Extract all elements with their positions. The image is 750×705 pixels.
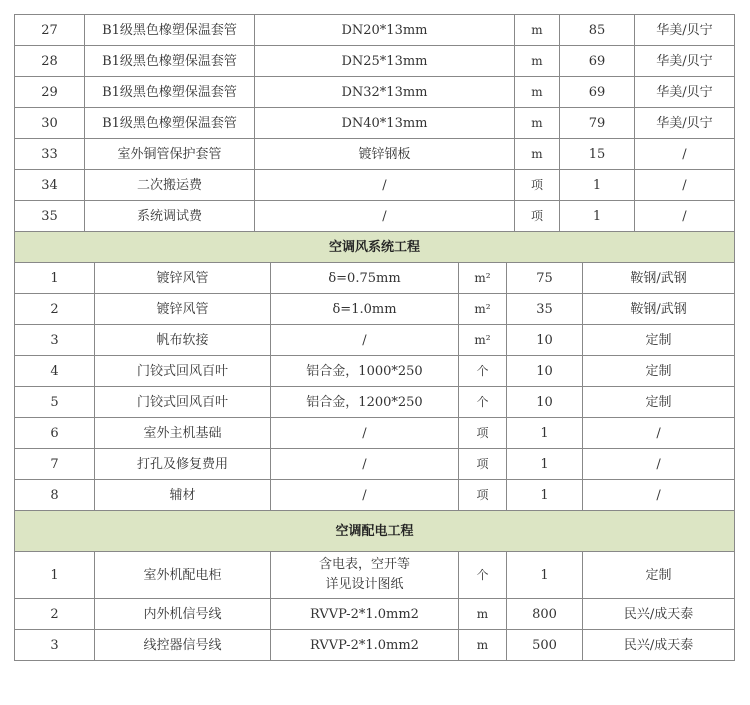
cell-no: 8 (15, 480, 95, 511)
cell-brand: / (583, 480, 735, 511)
cell-qty: 1 (507, 552, 583, 599)
cell-spec: RVVP-2*1.0mm2 (271, 630, 459, 661)
section-title-air: 空调风系统工程 (15, 232, 735, 263)
cell-no: 3 (15, 325, 95, 356)
cell-spec: RVVP-2*1.0mm2 (271, 599, 459, 630)
cell-no: 2 (15, 294, 95, 325)
table-row (15, 325, 735, 356)
cell-qty: 10 (507, 356, 583, 387)
cell-unit: 项 (459, 480, 507, 511)
cell-unit: m² (459, 263, 507, 294)
cell-name: 辅材 (95, 480, 271, 511)
cell-no: 5 (15, 387, 95, 418)
cell-spec: DN25*13mm (255, 46, 515, 77)
table-row (15, 449, 735, 480)
cell-name: 室外铜管保护套管 (85, 139, 255, 170)
cell-spec: / (271, 449, 459, 480)
cell-unit: m (515, 46, 560, 77)
cell-unit: 个 (459, 356, 507, 387)
cell-brand: / (635, 170, 735, 201)
cell-brand: / (635, 139, 735, 170)
cell-no: 30 (15, 108, 85, 139)
cell-qty: 69 (560, 77, 635, 108)
cell-no: 7 (15, 449, 95, 480)
cell-spec: DN40*13mm (255, 108, 515, 139)
cell-unit: 项 (459, 449, 507, 480)
cell-no: 6 (15, 418, 95, 449)
cell-no: 34 (15, 170, 85, 201)
table-row (15, 387, 735, 418)
cell-qty: 1 (560, 170, 635, 201)
cell-qty: 79 (560, 108, 635, 139)
cell-unit: 项 (459, 418, 507, 449)
cell-spec: 铝合金，1000*250 (271, 356, 459, 387)
top-table (14, 14, 735, 232)
table-row (15, 480, 735, 511)
cell-spec: DN20*13mm (255, 15, 515, 46)
cell-qty: 1 (560, 201, 635, 232)
cell-no: 29 (15, 77, 85, 108)
cell-brand: 鞍钢/武钢 (583, 294, 735, 325)
cell-brand: 华美/贝宁 (635, 77, 735, 108)
cell-name: 线控器信号线 (95, 630, 271, 661)
table-row (15, 294, 735, 325)
cell-brand: 华美/贝宁 (635, 108, 735, 139)
cell-unit: 个 (459, 552, 507, 599)
cell-no: 4 (15, 356, 95, 387)
cell-unit: m (515, 15, 560, 46)
table-row (15, 108, 735, 139)
cell-no: 1 (15, 552, 95, 599)
cell-name: 门铰式回风百叶 (95, 356, 271, 387)
cell-brand: 定制 (583, 325, 735, 356)
cell-brand: 鞍钢/武钢 (583, 263, 735, 294)
cell-qty: 75 (507, 263, 583, 294)
cell-brand: / (583, 418, 735, 449)
cell-name: 镀锌风管 (95, 263, 271, 294)
top-table-body (15, 15, 735, 232)
cell-unit: m (515, 139, 560, 170)
cell-no: 28 (15, 46, 85, 77)
cell-name: 镀锌风管 (95, 294, 271, 325)
cell-spec-line1: 含电表，空开等 (318, 557, 410, 572)
cell-name: B1级黑色橡塑保温套管 (85, 46, 255, 77)
cell-no: 33 (15, 139, 85, 170)
cell-name: B1级黑色橡塑保温套管 (85, 77, 255, 108)
cell-brand: 华美/贝宁 (635, 15, 735, 46)
cell-name: 打孔及修复费用 (95, 449, 271, 480)
cell-brand: 定制 (583, 387, 735, 418)
table-row (15, 599, 735, 630)
cell-unit: m (515, 108, 560, 139)
cell-unit: m (459, 630, 507, 661)
cell-spec: 铝合金，1200*250 (271, 387, 459, 418)
cell-spec: / (255, 201, 515, 232)
cell-no: 27 (15, 15, 85, 46)
table-row (15, 418, 735, 449)
cell-name: 室外主机基础 (95, 418, 271, 449)
cell-spec-line2: 详见设计图纸 (325, 577, 404, 592)
cell-qty: 15 (560, 139, 635, 170)
air-table-body (15, 263, 735, 511)
cell-no: 35 (15, 201, 85, 232)
table-row (15, 201, 735, 232)
cell-spec: / (255, 170, 515, 201)
cell-name: B1级黑色橡塑保温套管 (85, 15, 255, 46)
cell-brand: / (583, 449, 735, 480)
section-title-power: 空调配电工程 (15, 511, 735, 552)
cell-qty: 1 (507, 449, 583, 480)
cell-name: 内外机信号线 (95, 599, 271, 630)
cell-unit: 个 (459, 387, 507, 418)
cell-spec: / (271, 325, 459, 356)
table-row (15, 170, 735, 201)
table-row (15, 77, 735, 108)
cell-qty: 69 (560, 46, 635, 77)
cell-qty: 35 (507, 294, 583, 325)
cell-spec: 镀锌钢板 (255, 139, 515, 170)
cell-name: 门铰式回风百叶 (95, 387, 271, 418)
section-row-air (15, 232, 735, 263)
table-row (15, 552, 735, 599)
cell-brand: 民兴/成天泰 (583, 599, 735, 630)
cell-unit: 项 (515, 201, 560, 232)
cell-unit: m (459, 599, 507, 630)
lower-table (14, 231, 735, 661)
cell-brand: / (635, 201, 735, 232)
cell-qty: 10 (507, 387, 583, 418)
table-row (15, 263, 735, 294)
cell-spec: δ=0.75mm (271, 263, 459, 294)
cell-name: 二次搬运费 (85, 170, 255, 201)
cell-unit: m² (459, 294, 507, 325)
cell-spec: / (271, 418, 459, 449)
table-row (15, 139, 735, 170)
cell-spec (271, 552, 459, 599)
cell-qty: 500 (507, 630, 583, 661)
cell-qty: 10 (507, 325, 583, 356)
cell-name: B1级黑色橡塑保温套管 (85, 108, 255, 139)
cell-brand: 民兴/成天泰 (583, 630, 735, 661)
cell-brand: 定制 (583, 552, 735, 599)
table-row (15, 630, 735, 661)
cell-unit: m² (459, 325, 507, 356)
cell-spec: DN32*13mm (255, 77, 515, 108)
cell-unit: m (515, 77, 560, 108)
cell-name: 室外机配电柜 (95, 552, 271, 599)
cell-brand: 定制 (583, 356, 735, 387)
cell-qty: 85 (560, 15, 635, 46)
cell-unit: 项 (515, 170, 560, 201)
equipment-list-sheet (14, 14, 734, 661)
cell-spec: δ=1.0mm (271, 294, 459, 325)
table-row (15, 46, 735, 77)
cell-name: 帆布软接 (95, 325, 271, 356)
cell-qty: 1 (507, 418, 583, 449)
section-row-power (15, 511, 735, 552)
cell-no: 3 (15, 630, 95, 661)
cell-qty: 800 (507, 599, 583, 630)
cell-spec: / (271, 480, 459, 511)
power-table-body (15, 552, 735, 661)
table-row (15, 356, 735, 387)
table-row (15, 15, 735, 46)
cell-no: 2 (15, 599, 95, 630)
cell-qty: 1 (507, 480, 583, 511)
cell-brand: 华美/贝宁 (635, 46, 735, 77)
cell-no: 1 (15, 263, 95, 294)
cell-name: 系统调试费 (85, 201, 255, 232)
